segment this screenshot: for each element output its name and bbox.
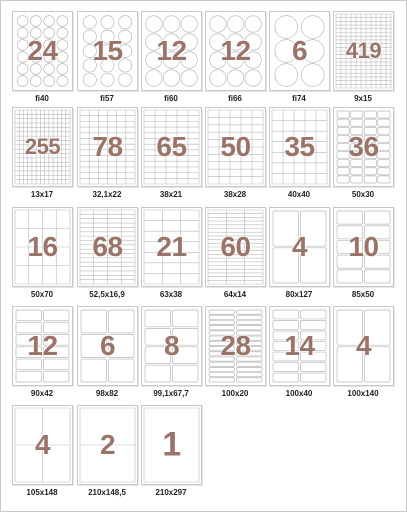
label-sheet-thumbnail: [77, 207, 138, 287]
label-size-caption: 63x38: [159, 290, 183, 299]
labels-per-sheet-count: 60: [220, 231, 251, 262]
labels-per-sheet-count: 4: [291, 231, 308, 262]
label-size-caption: fi60: [164, 94, 178, 103]
label-sheet-thumbnail: [205, 107, 266, 187]
labels-per-sheet-count: 419: [345, 38, 382, 63]
label-format-tile[interactable]: [77, 306, 139, 406]
label-format-tile[interactable]: [77, 11, 139, 111]
labels-per-sheet-count: 36: [348, 131, 379, 162]
label-format-tile[interactable]: [269, 306, 331, 406]
label-sheet-thumbnail: [333, 306, 394, 386]
label-sheet-thumbnail: [12, 11, 73, 91]
label-size-caption: fi40: [35, 94, 49, 103]
label-sheet-thumbnail: [141, 107, 202, 187]
label-size-caption: 105x148: [26, 488, 58, 497]
label-sheet-thumbnail: [141, 207, 202, 287]
label-format-tile[interactable]: [141, 306, 203, 406]
label-size-caption: 32,1x22: [92, 190, 122, 199]
label-format-tile[interactable]: [205, 107, 267, 207]
labels-per-sheet-count: 8: [163, 330, 180, 361]
label-size-caption: fi74: [292, 94, 306, 103]
label-size-caption: 210x297: [155, 488, 187, 497]
label-sheet-thumbnail: [269, 11, 330, 91]
label-size-caption: 100x140: [347, 389, 379, 398]
labels-per-sheet-count: 10: [348, 231, 379, 262]
label-size-caption: 100x40: [285, 389, 313, 398]
label-size-caption: fi66: [228, 94, 242, 103]
label-format-tile[interactable]: [12, 11, 74, 111]
label-sheet-thumbnail: [269, 207, 330, 287]
label-format-tile[interactable]: [141, 11, 203, 111]
label-size-caption: 50x30: [351, 190, 375, 199]
label-sheet-thumbnail: [77, 11, 138, 91]
labels-per-sheet-count: 4: [355, 330, 372, 361]
labels-per-sheet-count: 68: [92, 231, 123, 262]
label-sheet-thumbnail: [333, 11, 394, 91]
labels-per-sheet-count: 24: [27, 35, 58, 66]
labels-per-sheet-count: 6: [99, 330, 116, 361]
label-format-tile[interactable]: [141, 405, 203, 505]
label-format-tile[interactable]: [205, 306, 267, 406]
label-sheet-thumbnail: [77, 405, 138, 485]
labels-per-sheet-count: 15: [92, 35, 123, 66]
labels-per-sheet-count: 2: [99, 429, 116, 460]
label-sheet-thumbnail: [77, 107, 138, 187]
labels-per-sheet-count: 4: [34, 429, 51, 460]
label-format-tile[interactable]: [205, 207, 267, 307]
label-size-caption: 64x14: [223, 290, 247, 299]
label-sheet-thumbnail: [333, 207, 394, 287]
label-size-caption: 52,5x16,9: [89, 290, 125, 299]
label-size-caption: fi57: [100, 94, 114, 103]
label-sheet-thumbnail: [269, 107, 330, 187]
label-size-caption: 99,1x67,7: [153, 389, 189, 398]
label-format-tile[interactable]: [269, 11, 331, 111]
label-sheet-thumbnail: [269, 306, 330, 386]
label-sheet-thumbnail: [12, 207, 73, 287]
label-format-tile[interactable]: [12, 207, 74, 307]
label-sheet-thumbnail: [12, 107, 73, 187]
labels-per-sheet-count: 255: [24, 134, 61, 159]
label-format-tile[interactable]: [269, 107, 331, 207]
label-format-tile[interactable]: [141, 207, 203, 307]
label-size-caption: 100x20: [221, 389, 249, 398]
label-sheet-thumbnail: [205, 11, 266, 91]
label-size-caption: 210x148,5: [88, 488, 126, 497]
labels-per-sheet-count: 28: [220, 330, 251, 361]
labels-per-sheet-count: 21: [156, 231, 187, 262]
label-format-tile[interactable]: [141, 107, 203, 207]
labels-per-sheet-count: 12: [27, 330, 58, 361]
label-format-tile[interactable]: [333, 306, 395, 406]
labels-per-sheet-count: 78: [92, 131, 123, 162]
label-size-caption: 98x82: [95, 389, 119, 398]
label-sheet-thumbnail: [141, 306, 202, 386]
labels-per-sheet-count: 50: [220, 131, 251, 162]
label-sheet-thumbnail: [333, 107, 394, 187]
label-sheet-thumbnail: [205, 207, 266, 287]
label-sheet-thumbnail: [141, 11, 202, 91]
label-format-tile[interactable]: [333, 107, 395, 207]
label-size-caption: 9x15: [354, 94, 372, 103]
label-format-tile[interactable]: [12, 107, 74, 207]
labels-per-sheet-count: 16: [27, 231, 58, 262]
label-sheet-thumbnail: [12, 306, 73, 386]
label-size-caption: 13x17: [30, 190, 54, 199]
labels-per-sheet-count: 12: [220, 35, 251, 66]
label-size-caption: 80x127: [285, 290, 313, 299]
label-sheet-thumbnail: [77, 306, 138, 386]
label-sheet-thumbnail: [12, 405, 73, 485]
label-format-tile[interactable]: [12, 306, 74, 406]
label-size-caption: 38x28: [223, 190, 247, 199]
labels-per-sheet-count: 6: [291, 35, 308, 66]
label-size-caption: 40x40: [287, 190, 311, 199]
label-sheet-thumbnail: [205, 306, 266, 386]
label-size-caption: 85x50: [351, 290, 375, 299]
labels-per-sheet-count: 1: [162, 425, 181, 464]
label-format-tile[interactable]: [269, 207, 331, 307]
label-size-caption: 90x42: [30, 389, 54, 398]
label-format-tile[interactable]: [333, 207, 395, 307]
labels-per-sheet-count: 14: [284, 330, 315, 361]
label-format-tile[interactable]: [77, 207, 139, 307]
label-format-tile[interactable]: [205, 11, 267, 111]
labels-per-sheet-count: 65: [156, 131, 187, 162]
label-size-caption: 38x21: [159, 190, 183, 199]
label-sheet-thumbnail: [141, 405, 202, 485]
label-format-tile[interactable]: [333, 11, 395, 111]
label-format-tile[interactable]: [77, 107, 139, 207]
label-format-tile[interactable]: [77, 405, 139, 505]
labels-per-sheet-count: 35: [284, 131, 315, 162]
labels-per-sheet-count: 12: [156, 35, 187, 66]
label-size-caption: 50x70: [30, 290, 54, 299]
label-format-tile[interactable]: [12, 405, 74, 505]
